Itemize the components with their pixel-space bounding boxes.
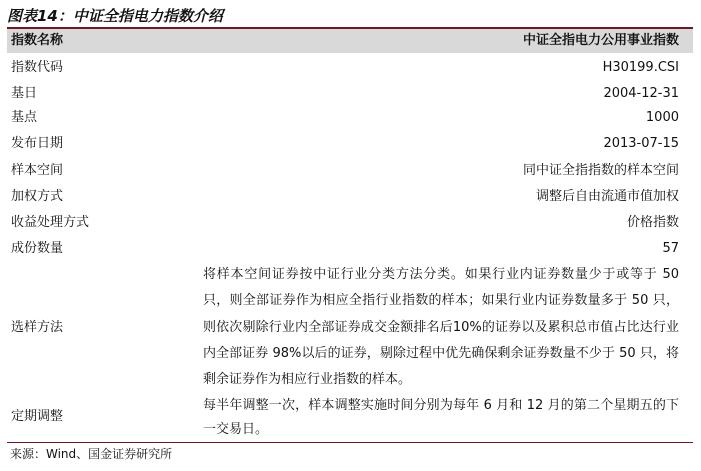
row-value: H30199.CSI xyxy=(602,60,679,75)
table-row xyxy=(7,236,693,262)
table-row xyxy=(7,55,693,81)
selection-method-text: 将样本空间证券按中证行业分类方法分类。如果行业内证券数量少于或等于 50 只，则全部证券作为相应全指行业指数的样本；如果行业内证券数量多于 50 只，则依次剔除行业内全部证券成交金额排名后10%的证券以及累积总市值占比达行业内全部证券 98%以后的证券，剔除过程中优先确保剩余证券数量不少于 50 只，将剩余证券作为相应行业指数的样本。 xyxy=(203,267,679,388)
row-value: 同中证全指指数的样本空间 xyxy=(522,163,679,178)
row-value: 57 xyxy=(662,241,679,256)
row-label: 基日 xyxy=(11,86,38,101)
table-row xyxy=(7,81,693,107)
row-label: 收益处理方式 xyxy=(11,215,90,230)
table-header xyxy=(7,29,693,53)
row-label: 基点 xyxy=(11,110,38,125)
table-row xyxy=(7,105,693,131)
table-row xyxy=(7,184,693,210)
row-value: 调整后自由流通市值加权 xyxy=(535,189,679,204)
row-label: 选样方法 xyxy=(11,320,64,335)
source-note xyxy=(7,442,693,465)
row-value: 1000 xyxy=(645,110,679,125)
row-label: 成份数量 xyxy=(11,241,64,256)
table-row xyxy=(7,158,693,184)
row-label: 样本空间 xyxy=(11,163,64,178)
row-label: 发布日期 xyxy=(11,136,64,151)
table-row xyxy=(7,262,693,394)
source-text: 来源：Wind、国金证券研究所 xyxy=(10,447,173,461)
header-label: 指数名称 xyxy=(11,33,64,48)
table-row xyxy=(7,210,693,236)
header-value: 中证全指电力公用事业指数 xyxy=(522,33,679,48)
row-value: 价格指数 xyxy=(626,215,679,230)
row-label: 加权方式 xyxy=(11,189,64,204)
table-row xyxy=(7,131,693,157)
figure-title: 图表14：中证全指电力指数介绍 xyxy=(7,5,693,29)
row-value: 2004-12-31 xyxy=(603,86,679,101)
periodic-adjustment-text: 每半年调整一次，样本调整实施时间分别为每年 6 月和 12 月的第二个星期五的下一交易日。 xyxy=(203,398,679,437)
table-row xyxy=(7,394,693,442)
row-label: 指数代码 xyxy=(11,60,64,75)
row-label: 定期调整 xyxy=(11,409,64,424)
row-value: 2013-07-15 xyxy=(603,136,679,151)
